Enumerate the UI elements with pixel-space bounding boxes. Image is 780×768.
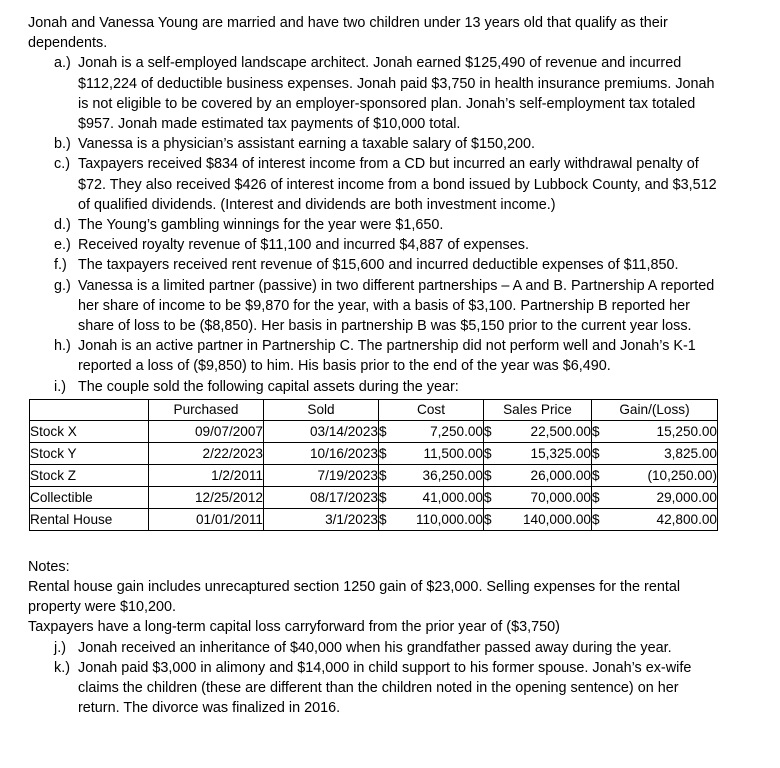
cell-sold: 08/17/2023 <box>264 486 379 508</box>
column-header-purchased: Purchased <box>149 399 264 420</box>
amount-value: 3,825.00 <box>664 445 717 461</box>
table-row <box>30 508 718 530</box>
table-row <box>30 420 718 442</box>
cell-cost <box>379 420 484 442</box>
list-marker-j: j.) <box>54 639 66 656</box>
list-text-j: Jonah received an inheritance of $40,000 when his grandfather passed away during the year. <box>78 639 672 656</box>
cell-purchased: 09/07/2007 <box>149 420 264 442</box>
cell-gain-loss <box>592 508 718 530</box>
cell-gain-loss <box>592 486 718 508</box>
list-marker-d: d.) <box>54 217 71 234</box>
amount-value: 70,000.00 <box>530 489 591 505</box>
cell-asset-name: Stock Y <box>30 442 149 464</box>
cell-purchased: 2/22/2023 <box>149 442 264 464</box>
amount-value: 15,325.00 <box>530 445 591 461</box>
currency-symbol: $ <box>484 511 492 527</box>
list-text-d: The Young’s gambling winnings for the year were $1,650. <box>78 217 444 234</box>
list-item-e <box>54 235 720 255</box>
list-text-g: Vanessa is a limited partner (passive) in two different partnerships – A and B. Partnership A reported her share of income to be $9,870 for the year, with a basis of $3,100. Partnership B reported her share of loss to be ($8,850). Her basis in partnership B was $5,150 prior to the current year loss. <box>78 277 715 335</box>
list-text-f: The taxpayers received rent revenue of $15,600 and incurred deductible expenses of $11,850. <box>78 257 679 274</box>
column-header-cost: Cost <box>379 399 484 420</box>
list-marker-c: c.) <box>54 156 70 173</box>
list-marker-h: h.) <box>54 338 71 355</box>
currency-symbol: $ <box>592 467 600 483</box>
list-marker-a: a.) <box>54 55 71 72</box>
currency-symbol: $ <box>379 445 387 461</box>
cell-cost <box>379 442 484 464</box>
cell-sales-price <box>484 486 592 508</box>
table-row <box>30 486 718 508</box>
column-header-sold: Sold <box>264 399 379 420</box>
list-text-a: Jonah is a self-employed landscape architect. Jonah earned $125,490 of revenue and incurred $112,224 of deductible business expenses. Jonah paid $3,750 in health insurance premiums. Jonah is not eligible to be covered by an employer-sponsored plan. Jonah’s self-employment tax totaled $957. Jonah made estimated tax payments of $10,000 total. <box>78 55 715 133</box>
amount-value: 11,500.00 <box>423 445 483 461</box>
cell-asset-name: Stock X <box>30 420 149 442</box>
note-line-2: Taxpayers have a long-term capital loss carryforward from the prior year of ($3,750) <box>28 619 560 636</box>
cell-cost <box>379 464 484 486</box>
amount-value: 36,250.00 <box>422 467 483 483</box>
list-text-k: Jonah paid $3,000 in alimony and $14,000 in child support to his former spouse. Jonah’s ex-wife claims the children (these are different than the children noted in the opening sentence) on her return. The divorce was finalized in 2016. <box>78 659 692 717</box>
cell-gain-loss <box>592 464 718 486</box>
list-marker-b: b.) <box>54 136 71 153</box>
list-text-b: Vanessa is a physician’s assistant earning a taxable salary of $150,200. <box>78 136 536 153</box>
cell-purchased: 12/25/2012 <box>149 486 264 508</box>
table-row <box>30 442 718 464</box>
list-text-i: The couple sold the following capital assets during the year: <box>78 378 459 395</box>
table-header-row <box>30 399 718 420</box>
list-item-b <box>54 134 720 154</box>
list-item-f <box>54 255 720 275</box>
cell-gain-loss <box>592 420 718 442</box>
list-item-d <box>54 215 720 235</box>
capital-assets-table <box>29 399 718 531</box>
note-line-1: Rental house gain includes unrecaptured section 1250 gain of $23,000. Selling expenses for the rental property were $10,200. <box>28 579 681 616</box>
amount-value: 29,000.00 <box>656 489 717 505</box>
list-item-i <box>54 377 720 397</box>
amount-value: 26,000.00 <box>530 467 591 483</box>
currency-symbol: $ <box>379 467 387 483</box>
amount-value: (10,250.00) <box>647 467 717 483</box>
table-row <box>30 464 718 486</box>
list-item-c <box>54 154 720 215</box>
currency-symbol: $ <box>592 423 600 439</box>
cell-sold: 10/16/2023 <box>264 442 379 464</box>
currency-symbol: $ <box>592 445 600 461</box>
list-marker-g: g.) <box>54 277 71 294</box>
list-item-a <box>54 53 720 134</box>
cell-cost <box>379 508 484 530</box>
list-marker-k: k.) <box>54 659 70 676</box>
cell-purchased: 1/2/2011 <box>149 464 264 486</box>
list-marker-f: f.) <box>54 257 67 274</box>
currency-symbol: $ <box>592 489 600 505</box>
notes-heading: Notes: <box>28 558 70 575</box>
list-marker-e: e.) <box>54 237 71 254</box>
currency-symbol: $ <box>379 423 387 439</box>
cell-sold: 7/19/2023 <box>264 464 379 486</box>
intro-paragraph: Jonah and Vanessa Young are married and have two children under 13 years old that qualify as their dependents. <box>28 15 668 52</box>
list-item-h <box>54 336 720 376</box>
cell-sales-price <box>484 464 592 486</box>
cell-asset-name: Collectible <box>30 486 149 508</box>
list-text-e: Received royalty revenue of $11,100 and incurred $4,887 of expenses. <box>78 237 529 254</box>
cell-asset-name: Stock Z <box>30 464 149 486</box>
amount-value: 41,000.00 <box>422 489 483 505</box>
cell-sales-price <box>484 420 592 442</box>
scenario-item-list-continued <box>0 638 780 719</box>
currency-symbol: $ <box>379 489 387 505</box>
cell-gain-loss <box>592 442 718 464</box>
list-marker-i: i.) <box>54 378 66 395</box>
notes-section <box>28 557 752 638</box>
cell-asset-name: Rental House <box>30 508 149 530</box>
amount-value: 22,500.00 <box>530 423 591 439</box>
currency-symbol: $ <box>484 489 492 505</box>
amount-value: 42,800.00 <box>656 511 717 527</box>
amount-value: 7,250.00 <box>430 423 483 439</box>
currency-symbol: $ <box>484 445 492 461</box>
amount-value: 15,250.00 <box>656 423 717 439</box>
amount-value: 140,000.00 <box>522 511 591 527</box>
cell-sales-price <box>484 508 592 530</box>
currency-symbol: $ <box>484 423 492 439</box>
cell-sold: 3/1/2023 <box>264 508 379 530</box>
column-header-gain-loss: Gain/(Loss) <box>592 399 718 420</box>
currency-symbol: $ <box>592 511 600 527</box>
list-item-g <box>54 276 720 337</box>
list-text-c: Taxpayers received $834 of interest income from a CD but incurred an early withdrawal penalty of $72. They also received $426 of interest income from a bond issued by Lubbock County, and $3,512 of qualified dividends. (Interest and dividends are both investment income.) <box>78 156 717 213</box>
list-item-j <box>54 638 720 658</box>
scenario-item-list <box>0 53 780 396</box>
capital-assets-table-wrapper <box>29 399 717 531</box>
amount-value: 110,000.00 <box>415 511 483 527</box>
list-item-k <box>54 658 720 719</box>
column-header-asset <box>30 399 149 420</box>
cell-sold: 03/14/2023 <box>264 420 379 442</box>
cell-cost <box>379 486 484 508</box>
list-text-h: Jonah is an active partner in Partnership C. The partnership did not perform well and Jonah’s K-1 reported a loss of ($9,850) to him. His basis prior to the end of the year was $6,490. <box>78 338 696 375</box>
currency-symbol: $ <box>379 511 387 527</box>
cell-sales-price <box>484 442 592 464</box>
currency-symbol: $ <box>484 467 492 483</box>
column-header-sales-price: Sales Price <box>484 399 592 420</box>
cell-purchased: 01/01/2011 <box>149 508 264 530</box>
